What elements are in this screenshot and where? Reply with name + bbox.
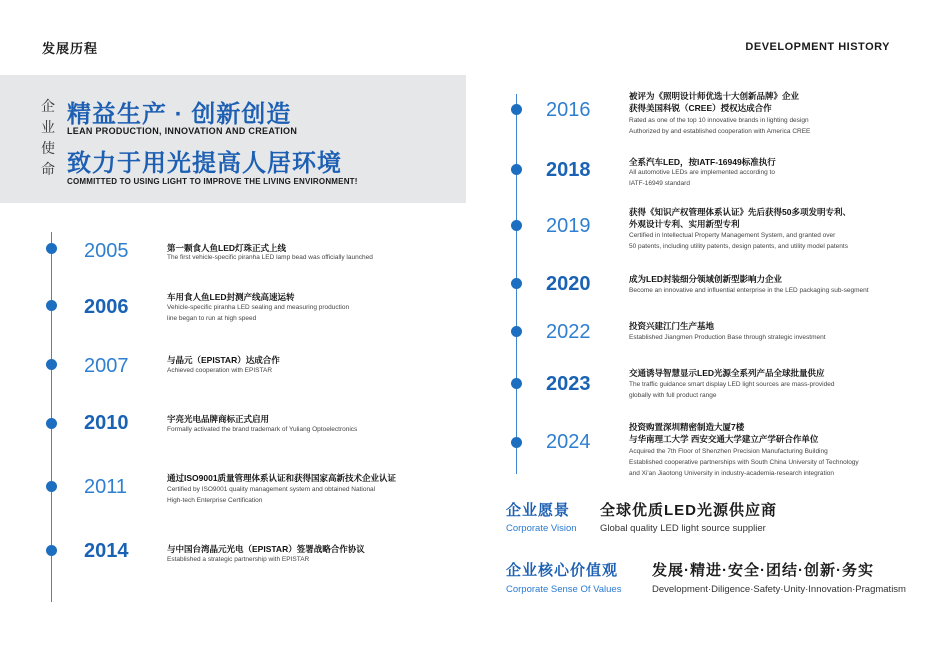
event-title: 与晶元（EPISTAR）达成合作: [167, 355, 280, 365]
event-title: 投资兴建江门生产基地: [629, 321, 715, 331]
event-title: 投资购置深圳精密制造大厦7楼: [629, 422, 745, 432]
event-title: 全系汽车LED，按IATF-16949标准执行: [629, 157, 776, 167]
event-desc: and Xi'an Jiaotong University in industry-academia-research integration: [629, 470, 835, 477]
timeline-dot: [46, 418, 57, 429]
timeline-year: 2007: [84, 355, 129, 377]
mission-line2-cn: 致力于用光提高人居环境: [67, 150, 342, 177]
event-desc: Established cooperative partnerships with South China University of Technology: [629, 459, 859, 466]
timeline-year: 2024: [546, 431, 591, 453]
event-title: 宇亮光电品牌商标正式启用: [167, 414, 270, 424]
values-label-en: Corporate Sense Of Values: [506, 584, 622, 595]
event-title: 被评为《照明设计师优选十大创新品牌》企业: [629, 91, 800, 101]
event-title: 与华南理工大学 西安交通大学建立产学研合作单位: [629, 434, 819, 444]
page-header-right: DEVELOPMENT HISTORY: [745, 41, 890, 53]
event-desc: Acquired the 7th Floor of Shenzhen Precision Manufacturing Building: [629, 448, 828, 455]
mission-char: 业: [41, 119, 55, 135]
mission-char: 命: [41, 161, 55, 177]
event-desc: 50 patents, including utility patents, design patents, and utility model patents: [629, 243, 848, 250]
event-title: 通过ISO9001质量管理体系认证和获得国家高新技术企业认证: [167, 473, 397, 483]
values-label-cn: 企业核心价值观: [506, 562, 619, 579]
timeline-dot: [46, 481, 57, 492]
values-value-en: Development·Diligence·Safety·Unity·Innovation·Pragmatism: [652, 584, 906, 595]
event-desc: The traffic guidance smart display LED light sources are mass-provided: [629, 381, 835, 388]
timeline-year: 2018: [546, 159, 591, 181]
event-desc: line began to run at high speed: [167, 315, 257, 322]
timeline-year: 2010: [84, 412, 129, 434]
timeline-dot: [511, 326, 522, 337]
event-desc: The first vehicle-specific piranha LED lamp bead was officially launched: [167, 254, 373, 261]
timeline-year: 2006: [84, 296, 129, 318]
event-title: 获得美国科锐（CREE）授权达成合作: [629, 103, 772, 113]
timeline-year: 2016: [546, 99, 591, 121]
mission-vertical-label: [40, 96, 56, 180]
event-title: 外观设计专利、实用新型专利: [629, 219, 740, 229]
event-title: 交通诱导智慧显示LED光源全系列产品全球批量供应: [629, 368, 825, 378]
timeline-year: 2022: [546, 321, 591, 343]
timeline-year: 2023: [546, 373, 591, 395]
timeline-dot: [511, 164, 522, 175]
timeline-dot: [46, 243, 57, 254]
mission-line2-en: COMMITTED TO USING LIGHT TO IMPROVE THE LIVING ENVIRONMENT!: [67, 177, 358, 186]
timeline-dot: [511, 278, 522, 289]
vision-label-cn: 企业愿景: [506, 502, 571, 519]
vision-label-en: Corporate Vision: [506, 523, 577, 534]
event-title: 第一颗食人鱼LED灯珠正式上线: [167, 243, 287, 253]
mission-char: 使: [41, 140, 55, 156]
event-desc: Certified in Intellectual Property Management System, and granted over: [629, 232, 836, 239]
vision-value-en: Global quality LED light source supplier: [600, 523, 766, 534]
vision-value-cn: 全球优质LED光源供应商: [600, 502, 778, 519]
mission-char: 企: [41, 98, 55, 114]
timeline-year: 2011: [84, 476, 128, 498]
event-desc: All automotive LEDs are implemented according to: [629, 169, 775, 176]
event-desc: globally with full product range: [629, 392, 717, 399]
event-desc: Vehicle-specific piranha LED sealing and measuring production: [167, 304, 350, 311]
event-desc: Certified by ISO9001 quality management system and obtained National: [167, 486, 376, 493]
timeline-dot: [511, 437, 522, 448]
event-desc: Achieved cooperation with EPISTAR: [167, 367, 273, 374]
timeline-year: 2020: [546, 273, 591, 295]
mission-line1-en: LEAN PRODUCTION, INNOVATION AND CREATION: [67, 126, 298, 136]
timeline-dot: [511, 104, 522, 115]
timeline-dot: [46, 359, 57, 370]
timeline-dot: [511, 378, 522, 389]
timeline-dot: [511, 220, 522, 231]
event-desc: IATF-16949 standard: [629, 180, 690, 187]
timeline-year: 2019: [546, 215, 591, 237]
page-header-left: 发展历程: [42, 41, 99, 56]
event-desc: Established a strategic partnership with EPISTAR: [167, 556, 310, 563]
event-desc: Established Jiangmen Production Base through strategic investment: [629, 334, 826, 341]
mission-line1-cn: 精益生产 · 创新创造: [67, 101, 292, 128]
event-title: 与中国台湾晶元光电（EPISTAR）签署战略合作协议: [167, 544, 365, 554]
event-title: 成为LED封装细分领域创新型影响力企业: [629, 274, 783, 284]
timeline-year: 2005: [84, 240, 129, 262]
event-desc: Authorized by and established cooperation with America CREE: [629, 128, 811, 135]
timeline-year: 2014: [84, 540, 129, 562]
event-desc: Become an innovative and influential enterprise in the LED packaging sub-segment: [629, 287, 869, 294]
event-title: 车用食人鱼LED封测产线高速运转: [167, 292, 295, 302]
event-desc: Formally activated the brand trademark of Yuliang Optoelectronics: [167, 426, 358, 433]
event-desc: High-tech Enterprise Certification: [167, 497, 263, 504]
values-value-cn: 发展·精进·安全·团结·创新·务实: [652, 562, 874, 579]
timeline-dot: [46, 300, 57, 311]
timeline-dot: [46, 545, 57, 556]
event-title: 获得《知识产权管理体系认证》先后获得50多项发明专利、: [629, 207, 851, 217]
event-desc: Rated as one of the top 10 innovative brands in lighting design: [629, 117, 809, 124]
